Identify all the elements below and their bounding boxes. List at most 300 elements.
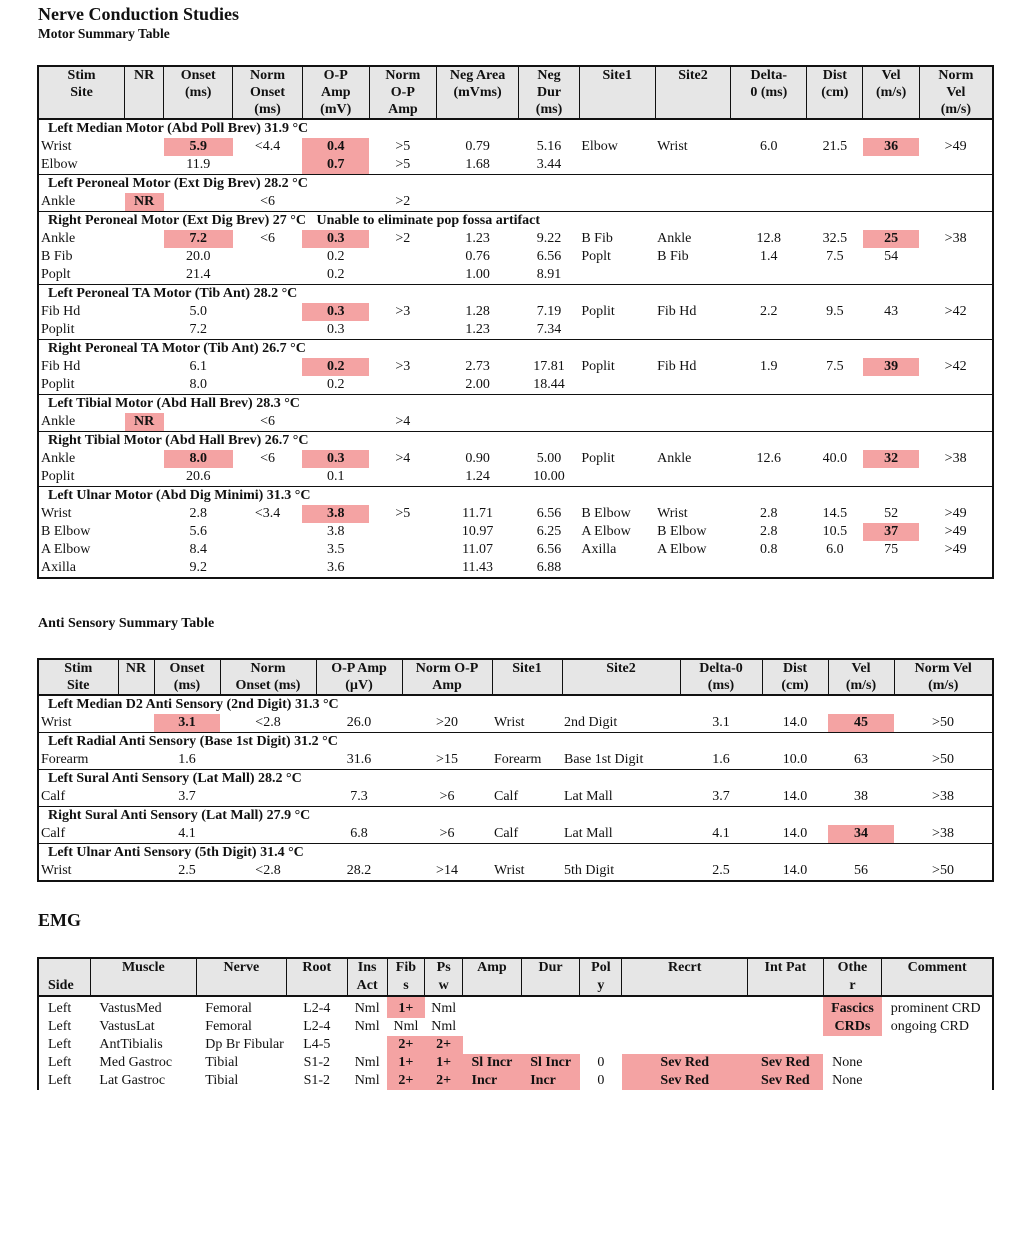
table-cell: Axilla [581, 542, 617, 557]
col-amp: Amp [463, 958, 522, 996]
table-cell: 21.4 [185, 267, 211, 282]
table-cell [807, 266, 863, 285]
table-cell: 0.3 [326, 322, 345, 337]
table-row [38, 358, 993, 376]
table-cell: 14.0 [782, 715, 808, 730]
table-cell: 2.5 [712, 863, 730, 878]
table-row [38, 450, 993, 468]
table-cell [302, 193, 369, 212]
table-cell [369, 523, 436, 541]
col-onset: Onset (ms) [154, 659, 220, 695]
table-cell: Fib Hd [657, 304, 697, 319]
sensory-group-title: Right Sural Anti Sensory (Lat Mall) 27.9 °C [38, 807, 993, 826]
table-cell: 9.22 [536, 231, 562, 246]
table-cell: 12.8 [756, 231, 782, 246]
table-cell [125, 559, 164, 578]
col-site1: Site1 [492, 659, 562, 695]
table-cell: >6 [439, 789, 455, 804]
table-cell: 1.24 [465, 469, 490, 484]
table-cell: 14.0 [782, 863, 808, 878]
table-cell: 6.25 [536, 524, 562, 539]
table-cell [863, 266, 919, 285]
table-cell [731, 468, 807, 487]
table-cell: A Elbow [657, 542, 707, 557]
col-norm-op-amp: Norm O-P Amp [402, 659, 492, 695]
table-cell: 10.5 [822, 524, 848, 539]
table-cell: >3 [395, 304, 411, 319]
table-cell: Poplt [41, 267, 71, 282]
table-cell: 3.7 [178, 789, 196, 804]
table-cell: 0.7 [302, 156, 369, 175]
table-cell [233, 376, 302, 395]
table-cell: Wrist [494, 863, 525, 878]
table-cell: 43 [884, 304, 899, 319]
table-cell: 3.1 [712, 715, 730, 730]
table-cell: Fib Hd [41, 359, 81, 374]
table-cell: 10.0 [782, 752, 808, 767]
table-cell [731, 266, 807, 285]
table-cell: Sev Red [622, 1054, 748, 1072]
table-cell: 37 [863, 523, 919, 541]
motor-summary-table [37, 65, 994, 579]
table-cell: 0.3 [302, 230, 369, 248]
table-cell: >38 [932, 789, 954, 804]
table-cell: 5.9 [164, 138, 233, 156]
table-row [38, 996, 993, 1018]
col-recrt: Recrt [622, 958, 748, 996]
table-cell: S1-2 [303, 1073, 331, 1088]
table-cell: >2 [395, 194, 411, 209]
table-cell: 5.0 [189, 304, 207, 319]
table-cell: Calf [494, 789, 519, 804]
table-cell: Nml [354, 1055, 380, 1070]
table-cell: Incr [521, 1072, 580, 1090]
table-cell [731, 321, 807, 340]
table-cell [882, 1054, 993, 1072]
table-cell [463, 996, 522, 1018]
table-cell: 6.8 [350, 826, 368, 841]
table-cell: Fascics [823, 996, 882, 1018]
table-cell [919, 156, 993, 175]
table-row [38, 156, 993, 175]
motor-table-title: Motor Summary Table [38, 26, 170, 41]
table-cell: Ankle [657, 231, 692, 246]
table-cell: 1+ [425, 1054, 463, 1072]
table-cell: Left [48, 1019, 72, 1034]
table-cell [579, 376, 655, 395]
table-cell: 11.43 [462, 560, 494, 575]
table-cell: 8.4 [189, 542, 207, 557]
table-cell [369, 248, 436, 266]
table-cell: >49 [944, 139, 967, 154]
table-cell: 0.2 [326, 249, 345, 264]
table-cell: 17.81 [533, 359, 565, 374]
table-cell: Femoral [205, 1001, 252, 1016]
col-nr: NR [118, 659, 154, 695]
table-cell: 2.8 [760, 524, 778, 539]
table-cell: Med Gastroc [99, 1055, 173, 1070]
table-cell: Wrist [41, 506, 72, 521]
table-cell [655, 468, 731, 487]
table-cell: Forearm [494, 752, 542, 767]
table-cell: L4-5 [303, 1037, 331, 1052]
table-cell [655, 376, 731, 395]
table-cell [731, 376, 807, 395]
table-cell: 6.0 [826, 542, 844, 557]
table-cell: None [832, 1073, 863, 1088]
table-cell [807, 468, 863, 487]
table-cell: B Elbow [41, 524, 91, 539]
col-delta-0: Delta-0 (ms) [680, 659, 762, 695]
table-cell [463, 1036, 522, 1054]
table-cell: 7.5 [826, 359, 844, 374]
table-cell: Left [48, 1073, 72, 1088]
table-cell: >2 [395, 231, 411, 246]
table-cell: B Elbow [657, 524, 707, 539]
table-cell: >4 [395, 451, 411, 466]
table-cell: Wrist [41, 139, 72, 154]
col-norm-vel: Norm Vel (m/s) [894, 659, 993, 695]
table-cell: <3.4 [254, 506, 281, 521]
table-cell [118, 788, 154, 807]
table-cell: 7.3 [350, 789, 368, 804]
table-cell: Tibial [205, 1055, 239, 1070]
table-cell [118, 825, 154, 844]
group-note: Unable to eliminate pop fossa artifact [316, 213, 541, 228]
table-cell: 21.5 [822, 139, 848, 154]
table-cell: >49 [944, 542, 967, 557]
table-cell: Nml [354, 1001, 380, 1016]
table-cell: Left [48, 1055, 72, 1070]
table-cell: Poplit [581, 304, 615, 319]
table-cell: 1.28 [465, 304, 490, 319]
table-cell: Wrist [657, 506, 688, 521]
table-cell [863, 468, 919, 487]
table-cell: 0.2 [326, 267, 345, 282]
table-cell: >49 [944, 524, 967, 539]
table-cell: 1.4 [760, 249, 778, 264]
table-cell: 6.56 [536, 249, 562, 264]
table-cell [863, 413, 919, 432]
table-cell: 12.6 [756, 451, 782, 466]
table-cell: 31.6 [346, 752, 372, 767]
table-cell: 7.34 [536, 322, 562, 337]
table-row [38, 559, 993, 578]
table-cell: 11.71 [462, 506, 494, 521]
table-cell: Wrist [494, 715, 525, 730]
table-cell [125, 230, 164, 248]
table-cell: 0.2 [326, 377, 345, 392]
col-stim-site: Stim Site [38, 659, 118, 695]
table-cell: 20.0 [185, 249, 211, 264]
col-muscle: Muscle [90, 958, 196, 996]
table-cell [882, 1072, 993, 1090]
table-cell: 7.19 [536, 304, 562, 319]
table-cell: None [832, 1055, 863, 1070]
table-cell: 0 [597, 1073, 605, 1088]
table-cell: >6 [439, 826, 455, 841]
table-cell [579, 413, 655, 432]
col-stim-site: Stim Site [38, 66, 125, 119]
table-cell [347, 1036, 387, 1054]
motor-group-title: Right Peroneal Motor (Ext Dig Brev) 27 °C Unable to eliminate pop fossa artifact [38, 212, 993, 231]
table-cell: Axilla [41, 560, 76, 575]
table-cell: >38 [932, 826, 954, 841]
table-cell [125, 303, 164, 321]
table-cell [863, 376, 919, 395]
table-cell: S1-2 [303, 1055, 331, 1070]
table-cell: Elbow [581, 139, 618, 154]
table-cell: >15 [436, 752, 458, 767]
table-cell: 0.3 [302, 450, 369, 468]
table-cell: 4.1 [712, 826, 730, 841]
sensory-group-title: Left Sural Anti Sensory (Lat Mall) 28.2 °C [38, 770, 993, 789]
motor-group-title: Left Peroneal TA Motor (Tib Ant) 28.2 °C [38, 285, 993, 304]
table-cell: 6.88 [536, 560, 562, 575]
emg-table [37, 957, 994, 1090]
table-cell: 4.1 [178, 826, 196, 841]
table-cell [731, 413, 807, 432]
table-cell: Ankle [41, 231, 76, 246]
table-cell [863, 156, 919, 175]
col-norm-op-amp: Norm O-P Amp [369, 66, 436, 119]
table-cell: Left [48, 1037, 72, 1052]
table-cell [369, 376, 436, 395]
table-cell [125, 321, 164, 340]
table-cell [125, 523, 164, 541]
table-cell [580, 1036, 622, 1054]
table-row [38, 751, 993, 770]
col-norm-onset: Norm Onset (ms) [220, 659, 316, 695]
table-cell: Forearm [41, 752, 89, 767]
table-cell: 9.5 [826, 304, 844, 319]
table-cell: 18.44 [533, 377, 565, 392]
table-cell: 3.5 [326, 542, 345, 557]
col-neg-area: Neg Area (mVms) [436, 66, 518, 119]
table-cell [369, 541, 436, 559]
table-cell [125, 541, 164, 559]
table-cell: Nml [393, 1019, 419, 1034]
table-cell: ongoing CRD [890, 1019, 969, 1034]
motor-group-title: Right Tibial Motor (Abd Hall Brev) 26.7 °C [38, 432, 993, 451]
table-cell: <2.8 [255, 863, 281, 878]
table-cell [919, 559, 993, 578]
table-cell: Ankle [657, 451, 692, 466]
table-cell: 2.8 [189, 506, 207, 521]
table-cell [579, 156, 655, 175]
table-cell: Femoral [205, 1019, 252, 1034]
table-cell: 63 [854, 752, 868, 767]
table-cell [519, 193, 580, 212]
table-cell: Sl Incr [463, 1054, 522, 1072]
table-cell: 25 [863, 230, 919, 248]
table-cell: 7.2 [164, 230, 233, 248]
table-row [38, 1036, 993, 1054]
table-cell [919, 413, 993, 432]
sensory-summary-table [37, 658, 994, 882]
col-dur: Dur [521, 958, 580, 996]
table-cell: 11.9 [186, 157, 211, 172]
table-cell [118, 751, 154, 770]
table-cell [807, 559, 863, 578]
table-cell: 6.56 [536, 542, 562, 557]
col-norm-vel: Norm Vel (m/s) [919, 66, 993, 119]
table-cell: >49 [944, 506, 967, 521]
table-cell: 3.44 [536, 157, 562, 172]
motor-group-title: Left Peroneal Motor (Ext Dig Brev) 28.2 °C [38, 175, 993, 194]
col-norm-onset: Norm Onset (ms) [233, 66, 302, 119]
table-row [38, 138, 993, 156]
table-cell: 1.6 [178, 752, 196, 767]
sensory-table-title: Anti Sensory Summary Table [38, 616, 215, 631]
table-cell [233, 156, 302, 175]
table-cell: 32.5 [822, 231, 848, 246]
table-cell [919, 468, 993, 487]
table-cell: Sev Red [622, 1072, 748, 1090]
table-cell: Base 1st Digit [564, 752, 644, 767]
table-row [38, 266, 993, 285]
table-cell: 3.6 [326, 560, 345, 575]
table-row [38, 413, 993, 432]
table-cell: >20 [436, 715, 458, 730]
table-row [38, 193, 993, 212]
table-cell: 20.6 [185, 469, 211, 484]
col-delta-0: Delta- 0 (ms) [731, 66, 807, 119]
table-cell: 75 [884, 542, 899, 557]
table-cell: 5th Digit [564, 863, 615, 878]
table-cell: 5.6 [189, 524, 207, 539]
table-cell: CRDs [823, 1018, 882, 1036]
table-cell: 1+ [387, 1054, 425, 1072]
table-cell [125, 376, 164, 395]
table-cell [233, 541, 302, 559]
table-cell: 1+ [387, 996, 425, 1018]
table-cell: B Elbow [581, 506, 631, 521]
table-cell [807, 413, 863, 432]
table-row [38, 303, 993, 321]
table-cell [580, 1018, 622, 1036]
table-cell: 1.68 [465, 157, 490, 172]
table-cell: 1.23 [465, 322, 490, 337]
table-cell [521, 996, 580, 1018]
col-site2: Site2 [655, 66, 731, 119]
table-cell: >5 [395, 139, 411, 154]
table-cell: 38 [854, 789, 868, 804]
table-cell: 5.16 [536, 139, 562, 154]
table-cell [655, 266, 731, 285]
table-cell: 2+ [387, 1036, 425, 1054]
table-row [38, 523, 993, 541]
emg-title: EMG [38, 910, 81, 930]
table-cell: 32 [863, 450, 919, 468]
table-cell: 11.07 [462, 542, 494, 557]
table-cell: 8.0 [164, 450, 233, 468]
table-cell [125, 138, 164, 156]
col-neg-dur: Neg Dur (ms) [519, 66, 580, 119]
table-cell: >50 [932, 752, 954, 767]
table-cell [748, 1018, 823, 1036]
table-cell: Ankle [41, 414, 76, 429]
table-cell [369, 321, 436, 340]
table-cell: Wrist [41, 863, 72, 878]
table-cell [919, 321, 993, 340]
table-cell: >50 [932, 863, 954, 878]
table-cell: 0.3 [302, 303, 369, 321]
table-cell: 1.6 [712, 752, 730, 767]
table-cell [579, 559, 655, 578]
table-cell [579, 321, 655, 340]
table-cell: Calf [41, 789, 66, 804]
table-cell: 7.2 [189, 322, 207, 337]
col-ins-act: Ins Act [347, 958, 387, 996]
table-cell: Nml [431, 1001, 457, 1016]
table-cell [220, 751, 316, 770]
table-cell [655, 156, 731, 175]
table-row [38, 376, 993, 395]
table-cell: 0.90 [465, 451, 490, 466]
table-cell: 9.2 [189, 560, 207, 575]
table-cell: Nml [354, 1019, 380, 1034]
table-row [38, 825, 993, 844]
motor-group-title: Right Peroneal TA Motor (Tib Ant) 26.7 °C [38, 340, 993, 359]
table-cell: Ankle [41, 451, 76, 466]
table-cell: VastusLat [99, 1019, 155, 1034]
table-cell: 28.2 [346, 863, 372, 878]
col-op-amp: O-P Amp (µV) [316, 659, 402, 695]
col-side: Side [38, 958, 90, 996]
table-cell: Poplit [41, 377, 75, 392]
table-cell: L2-4 [303, 1019, 331, 1034]
table-cell [731, 156, 807, 175]
sensory-group-title: Left Ulnar Anti Sensory (5th Digit) 31.4 °C [38, 844, 993, 863]
table-cell: 6.1 [189, 359, 207, 374]
table-cell: 14.0 [782, 826, 808, 841]
table-cell: 7.5 [826, 249, 844, 264]
table-cell: L2-4 [303, 1001, 331, 1016]
table-cell: 45 [828, 714, 894, 733]
table-cell: >50 [932, 715, 954, 730]
table-cell [655, 413, 731, 432]
table-cell [125, 505, 164, 523]
table-cell: Wrist [657, 139, 688, 154]
table-cell [731, 559, 807, 578]
table-cell: AntTibialis [99, 1037, 163, 1052]
table-cell: 3.7 [712, 789, 730, 804]
table-cell: Fib Hd [41, 304, 81, 319]
table-cell: 0.4 [302, 138, 369, 156]
table-cell [622, 1018, 748, 1036]
table-cell [748, 996, 823, 1018]
table-cell [807, 156, 863, 175]
table-row [38, 862, 993, 881]
table-cell: >4 [395, 414, 411, 429]
table-cell: 1.23 [465, 231, 490, 246]
table-cell [233, 523, 302, 541]
table-cell [622, 1036, 748, 1054]
table-cell [118, 714, 154, 733]
table-cell [655, 193, 731, 212]
table-cell: 0.1 [326, 469, 345, 484]
table-cell: 6.56 [536, 506, 562, 521]
table-cell: Poplit [41, 322, 75, 337]
col-nerve: Nerve [196, 958, 286, 996]
table-cell: 1.9 [760, 359, 778, 374]
table-cell [125, 156, 164, 175]
table-cell [823, 1036, 882, 1054]
table-cell [220, 788, 316, 807]
table-cell: Poplt [581, 249, 611, 264]
table-cell: 14.0 [782, 789, 808, 804]
